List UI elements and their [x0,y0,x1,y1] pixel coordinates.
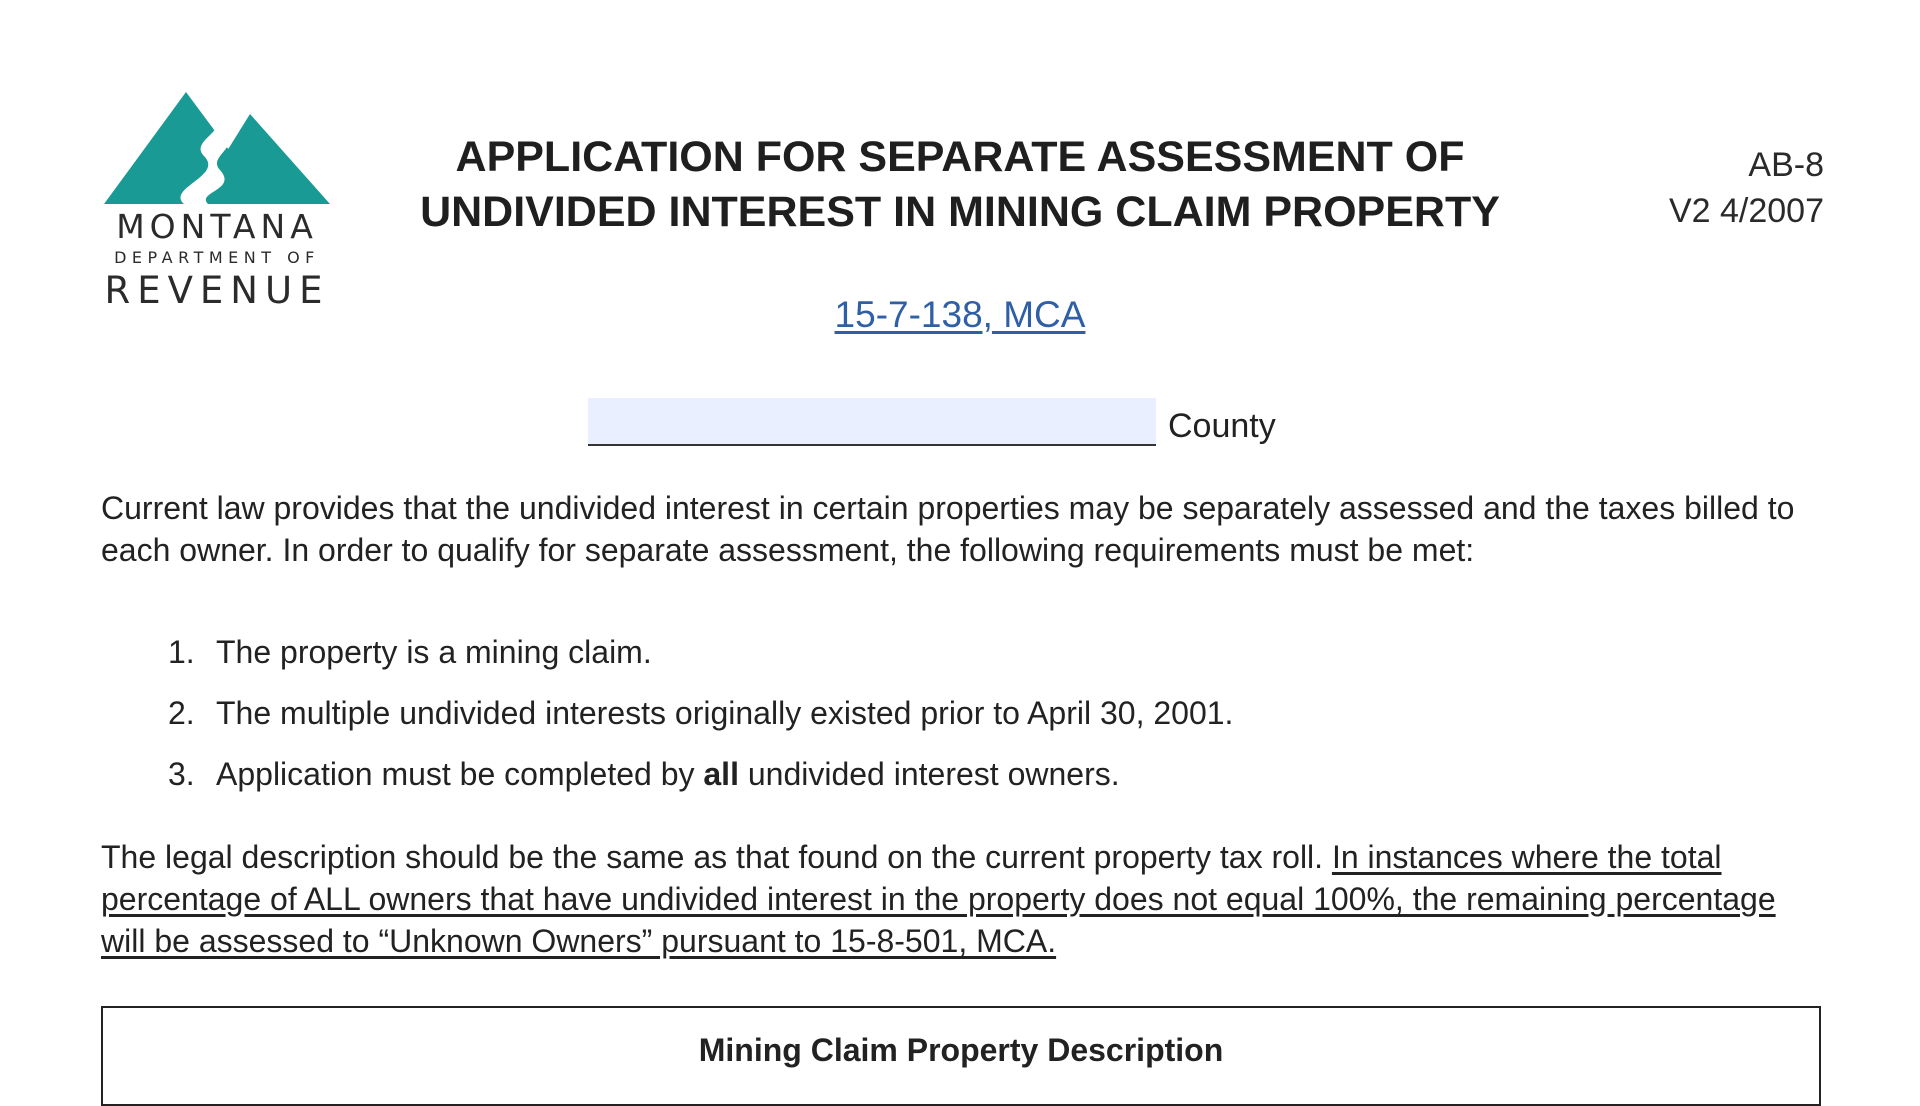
form-title-line-2: UNDIVIDED INTEREST IN MINING CLAIM PROPERTY [420,188,1500,236]
form-code: AB-8 [1748,146,1824,184]
list-item-text-post: undivided interest owners. [738,756,1120,792]
statute-link[interactable]: 15-7-138, MCA [834,294,1086,335]
montana-dor-logo [100,92,340,312]
form-title [390,130,1530,240]
form-identifier [1669,142,1824,234]
county-field-row [588,396,1276,446]
county-input[interactable] [588,398,1156,446]
list-item-text-bold: all [703,756,739,792]
property-description-title: Mining Claim Property Description [698,1032,1224,1068]
list-item [168,632,1233,693]
form-title-line-1: APPLICATION FOR SEPARATE ASSESSMENT OF [455,133,1465,181]
form-version: V2 4/2007 [1668,192,1824,230]
legal-description-note [101,836,1821,962]
logo-text-montana: MONTANA [116,207,318,246]
list-item-text-pre: Application must be completed by [216,756,704,792]
list-item [168,754,1233,815]
statute-link-row [0,294,1920,336]
list-item-number: 1. [168,634,195,670]
list-item-text: The property is a mining claim. [216,634,652,670]
mountain-river-logo-icon [104,92,330,204]
list-item-text: The multiple undivided interests originally existed prior to April 30, 2001. [216,695,1234,731]
property-description-box [101,1006,1821,1106]
list-item-number: 3. [168,756,195,792]
list-item [168,693,1233,754]
county-label: County [1168,407,1276,445]
legal-note-plain: The legal description should be the same as that found on the current property tax roll. [101,839,1332,875]
logo-text-department: DEPARTMENT OF [114,248,320,267]
legal-note-underlined: In instances where the total percentage of ALL owners that have undivided interest in the property does not equal 100%, the remaining percentage will be assessed to “Unknown Owners” pursuant to 15-8-501, MCA. [101,839,1776,959]
intro-paragraph: Current law provides that the undivided interest in certain properties may be separately assessed and the taxes billed to each owner. In order to qualify for separate assessment, the following requirements must be met: [101,490,1795,568]
requirements-list [168,632,1233,815]
logo-text-revenue: REVENUE [104,269,330,312]
list-item-number: 2. [168,695,195,731]
